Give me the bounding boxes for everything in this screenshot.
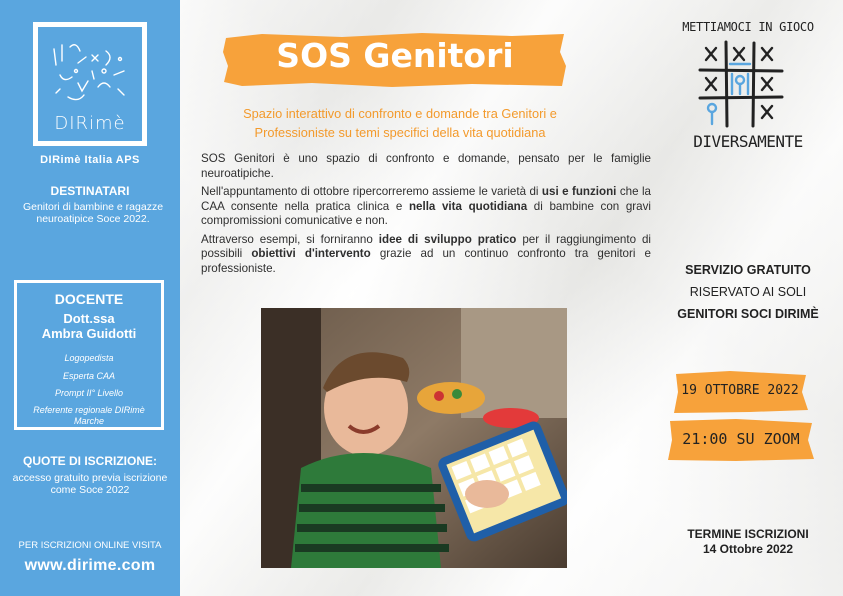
bold-phrase: usi e funzioni [541, 185, 617, 198]
subtitle: Spazio interattivo di confronto e domande tra Genitori e Professioniste su temi specifici della vita quotidiana [243, 106, 557, 140]
destinatari-heading: DESTINATARI [50, 184, 130, 198]
brand-name: DIVERSAMENTE [693, 132, 803, 151]
termine-label: TERMINE ISCRIZIONI [687, 527, 809, 541]
text-run: per il raggiungimento di possibili [201, 232, 652, 260]
text-run: Attraverso esempi, si forniranno [201, 232, 379, 246]
page-title: SOS Genitori [276, 36, 514, 75]
event-date: 19 OTTOBRE 2022 [681, 383, 799, 398]
docente-name [17, 311, 161, 341]
docente-role: Prompt II° Livello [54, 388, 124, 398]
quote-heading: QUOTE DI ISCRIZIONE: [22, 454, 157, 468]
docente-role: Esperta CAA [62, 371, 116, 381]
dirime-logo [33, 22, 147, 146]
docente-heading: DOCENTE [54, 291, 124, 307]
scribble-icon [48, 35, 132, 109]
paragraph-1: SOS Genitori è uno spazio di confronto e domande, pensato per le famiglie neuroatipiche. [201, 152, 651, 180]
docente-box [14, 280, 164, 430]
quote-text: accesso gratuito previa iscrizione come Soce 2022 [12, 472, 168, 496]
tic-tac-toe-logo [696, 40, 786, 130]
website-link[interactable]: www.dirime.com [24, 557, 156, 574]
bold-phrase: idee di sviluppo pratico [378, 232, 517, 246]
docente-fullname: Ambra Guidotti [41, 326, 137, 341]
servizio-soci: GENITORI SOCI DIRIMÈ [677, 307, 819, 321]
paragraph-3 [201, 233, 651, 277]
org-name: DIRimè Italia APS [40, 154, 140, 166]
brand-tagline: METTIAMOCI IN GIOCO [682, 20, 814, 34]
servizio-riservato: RISERVATO AI SOLI [689, 285, 807, 299]
text-run: Nell'appuntamento di ottobre ripercorreremo assieme le varietà di [201, 185, 542, 198]
sidebar [0, 0, 180, 596]
text-run: che la CAA consente nella pratica clinica e [201, 185, 651, 213]
logo-wordmark: DIRimè [54, 113, 126, 134]
termine-date: 14 Ottobre 2022 [702, 542, 794, 556]
destinatari-text: Genitori di bambine e ragazze neuroatipice Soce 2022. [22, 201, 164, 225]
event-time: 21:00 SU ZOOM [682, 430, 800, 448]
description [201, 152, 651, 280]
bold-phrase: nella vita quotidiana [408, 199, 528, 213]
docente-role: Referente regionale DIRimè Marche [33, 405, 145, 426]
docente-role: Logopedista [64, 353, 114, 363]
bold-phrase: obiettivi d'intervento [251, 247, 371, 260]
docente-title: Dott.ssa [63, 311, 115, 326]
servizio-gratuito: SERVIZIO GRATUITO [685, 263, 811, 277]
text-run: grazie ad un continuo confronto tra genitori e professioniste. [201, 247, 651, 275]
text-run: di bambine con gravi compromissioni comunicative e non. [201, 199, 651, 227]
child-with-tablet-photo [261, 308, 567, 568]
iscrizioni-label: PER ISCRIZIONI ONLINE VISITA [18, 540, 162, 551]
paragraph-2 [201, 185, 651, 229]
